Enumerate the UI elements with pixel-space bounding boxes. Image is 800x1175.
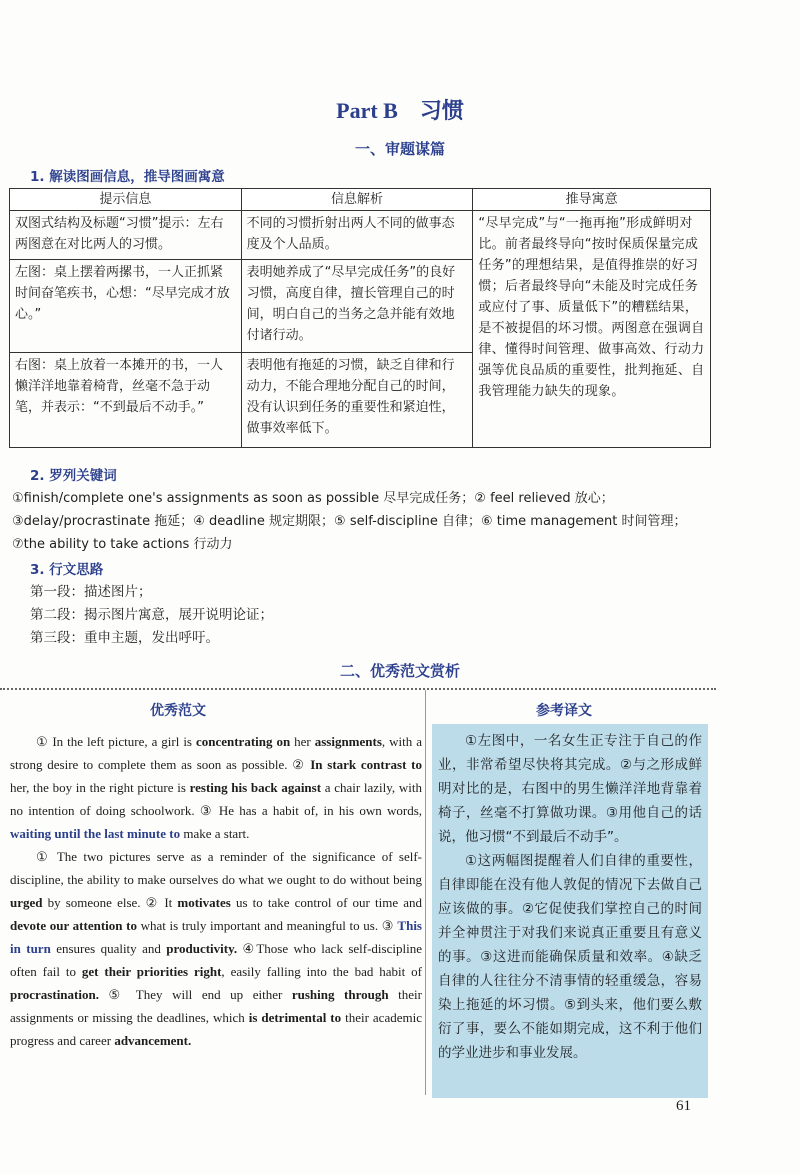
header-analysis: 信息解析: [241, 189, 473, 211]
translation-paragraph: ①这两幅图提醒着人们自律的重要性，自律即能在没有他人敦促的情况下去做自己应该做的事。②它促使我们掌控自己的时间并全神贯注于对我们来说真正重要且有意义的事。③这进而能确保质量和效率。④缺乏自律的人往往分不清事情的轻重缓急，容易染上拖延的坏习惯。⑤到头来，他们要么敷衍了事，要么不能如期完成，这不利于他们的学业进步和事业发展。: [438, 853, 702, 1061]
header-implication: 推导寓意: [473, 189, 711, 211]
keyword-line: ⑦the ability to take actions 行动力: [12, 537, 233, 552]
column-divider: [425, 690, 426, 1095]
essay-paragraph: ① In the left picture, a girl is concentrating on her assignments, with a strong desire to complete them as soon as possible. ② In stark contrast to her, the boy in the right picture is resting his back against a chair lazily, with no intention of doing schoolwork. ③ He has a habit of, in his own words, waiting until the last minute to make a start.: [10, 734, 422, 841]
translation-title: 参考译文: [536, 703, 592, 719]
model-essay: [10, 730, 422, 1052]
step2-title: 2. 罗列关键词: [30, 468, 117, 484]
outline-item: 第二段：揭示图片寓意，展开说明论证；: [30, 607, 273, 623]
essay-paragraph: ① The two pictures serve as a reminder of the significance of self-discipline, the ability to make ourselves do what we ought to do without being urged by someone else. ② It motivates us to take control of our time and devote our attention to what is truly important and meaningful to us. ③ This in turn ensures quality and productivity. ④Those who lack self-discipline often fail to get their priorities right, easily falling into the bad habit of procrastination. ⑤ They will end up either rushing through their assignments or missing the deadlines, which is detrimental to their academic progress and career advancement.: [10, 849, 423, 1048]
step3-title: 3. 行文思路: [30, 562, 104, 578]
keyword-line: ③delay/procrastinate 拖延；④ deadline 规定期限；⑤ self-discipline 自律；⑥ time management 时间管理；: [12, 514, 687, 529]
implication-cell: “尽早完成”与“一拖再拖”形成鲜明对比。前者最终导向“按时保质保量完成任务”的理想结果，是值得推崇的好习惯；后者最终导向“未能及时完成任务或应付了事、质量低下”的糟糕结果，是不被提倡的坏习惯。两图意在强调自律、懂得时间管理、做事高效、行动力强等优良品质的重要性，批判拖延、自我管理能力缺失的现象。: [473, 211, 711, 448]
translation-paragraph: ①左图中，一名女生正专注于自己的作业，非常希望尽快将其完成。②与之形成鲜明对比的是，右图中的男生懒洋洋地背靠着椅子，丝毫不打算做功课。③用他自己的话说，他习惯“不到最后不动手”。: [438, 733, 702, 845]
page-title: Part B 习惯: [336, 98, 464, 123]
keyword-line: ①finish/complete one's assignments as soon as possible 尽早完成任务；② feel relieved 放心；: [12, 491, 614, 506]
header-hint: 提示信息: [10, 189, 242, 211]
analysis-cell: 表明他有拖延的习惯，缺乏自律和行动力，不能合理地分配自己的时间，没有认识到任务的重要性和紧迫性，做事效率低下。: [241, 353, 473, 448]
hint-cell: 右图：桌上放着一本摊开的书，一人懒洋洋地靠着椅背，丝毫不急于动笔，并表示：“不到最后不动手。”: [10, 353, 242, 448]
dotted-divider: [0, 688, 716, 690]
analysis-cell: 表明她养成了“尽早完成任务”的良好习惯，高度自律，擅长管理自己的时间，明白自己的当务之急并能有效地付诸行动。: [241, 260, 473, 353]
hint-cell: 左图：桌上摆着两摞书，一人正抓紧时间奋笔疾书，心想：“尽早完成才放心。”: [10, 260, 242, 353]
outline-item: 第一段：描述图片；: [30, 584, 152, 600]
section-title-analysis: 一、审题谋篇: [354, 140, 445, 158]
essay-title: 优秀范文: [150, 703, 206, 719]
outline-item: 第三段：重申主题，发出呼吁。: [30, 630, 219, 646]
analysis-table: [9, 188, 711, 448]
translation-box: [432, 724, 708, 1098]
step1-title: 1. 解读图画信息，推导图画寓意: [30, 169, 225, 185]
page-number: 61: [676, 1098, 691, 1114]
hint-cell: 双图式结构及标题“习惯”提示：左右两图意在对比两人的习惯。: [10, 211, 242, 260]
section-title-essay: 二、优秀范文赏析: [339, 662, 460, 680]
analysis-cell: 不同的习惯折射出两人不同的做事态度及个人品质。: [241, 211, 473, 260]
